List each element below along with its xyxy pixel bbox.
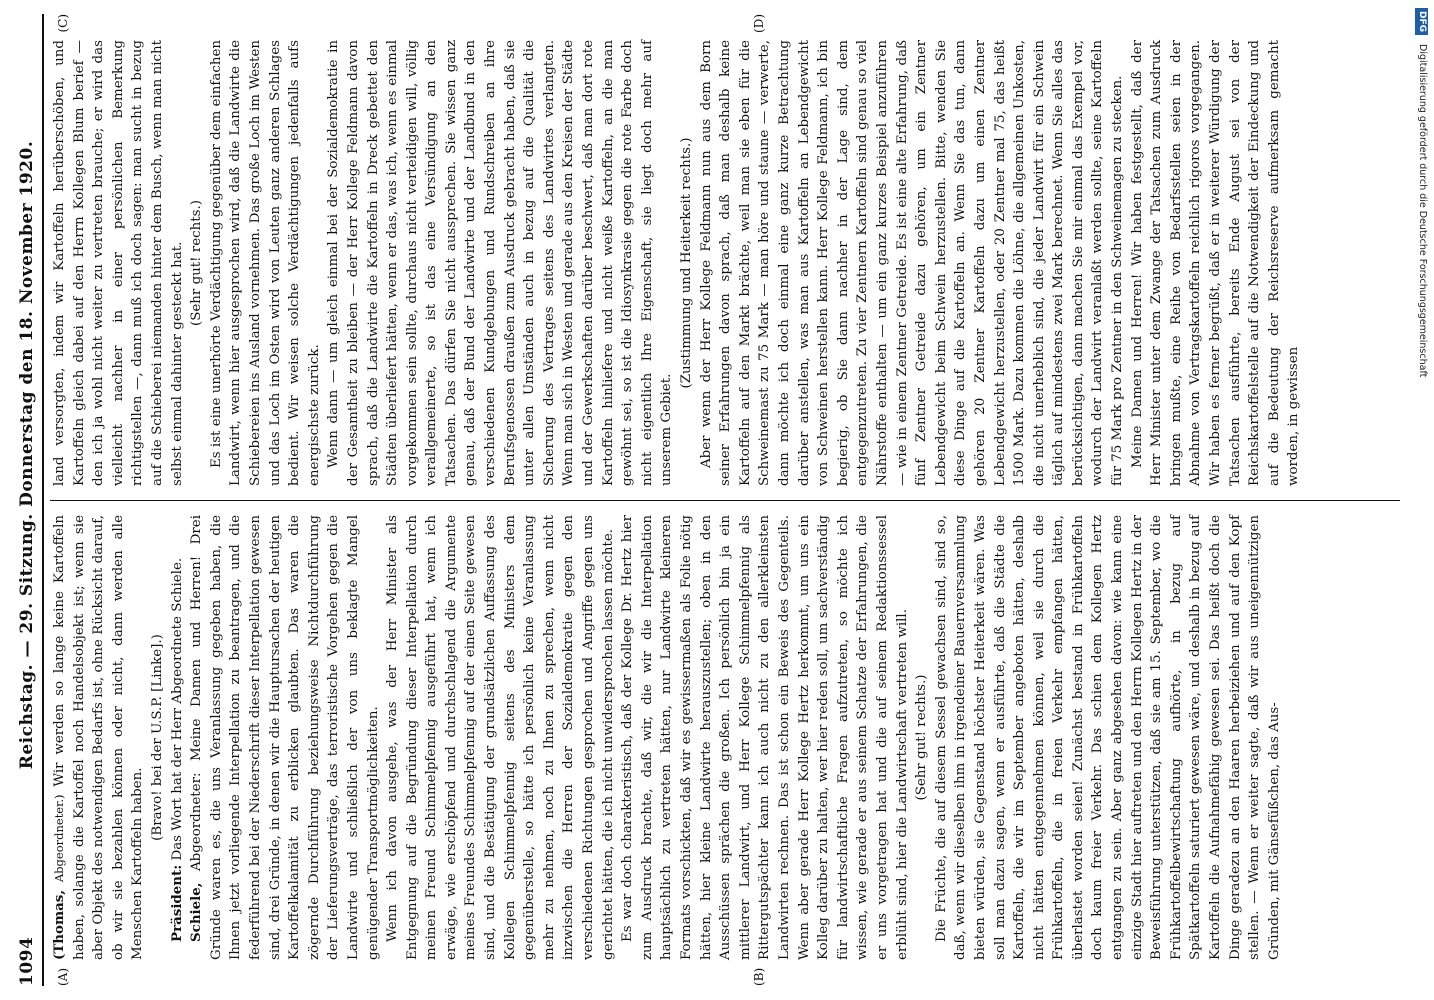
interjection: (Zustimmung und Heiterkeit rechts.) bbox=[679, 137, 694, 389]
paragraph-text: Meine Damen und Herren! Drei Gründe waren es, die uns Veranlassung gegeben haben, die Ihnen jetzt vorliegende Interpellation zu beantragen, und die federführend bei der Niederschrift dieser Interpellation gewesen sind, drei Gründe, in denen wir die Hauptursachen der heutigen Kartoffelkalamität zu erblicken glaubten. Das waren die zögernde Durchführung beziehungsweise Nichtdurchführung der Lieferungsverträge, das terroristische Vorgehen gegen die Landwirte und schließlich der von uns beklagte Mangel genügender Transportmöglichkeiten. bbox=[189, 515, 381, 960]
margin-marker-d: (D) bbox=[752, 14, 766, 33]
paragraph bbox=[187, 515, 383, 960]
paragraph-text: Das Wort hat der Herr Abgeordnete Schiele. bbox=[169, 557, 185, 861]
page-header bbox=[12, 14, 44, 986]
paragraph: Aber wenn der Herr Kollege Feldmann nun aus dem Born seiner Erfahrungen davon sprach, daß man deshalb keine Kartoffeln auf den Markt brächte, weil man sie eben für die Schweinemast zu 75 Mark — man höre und staune — verwerte, dann möchte ich doch einmal eine ganz kurze Betrachtung darüber anstellen, was man aus Kartoffeln an Lebendgewicht von Schweinen herstellen kann. Herr Kollege Feldmann, ich bin begierig, ob Sie dann nachher in der Lage sind, dem entgegenzutreten. Zu vier Zentnern Kartoffeln sind genau so viel Nährstoffe enthalten — um ein ganz kurzes Beispiel anzuführen — wie in einem Zentner Getreide. Es ist eine alte Erfahrung, daß fünf Zentner Getreide dazu gehören, um ein Zentner Lebendgewicht beim Schwein herzustellen. Bitte, wenden Sie diese Dinge auf die Kartoffeln an. Wenn Sie das tun, dann gehören 20 Zentner Kartoffeln dazu um einen Zentner Lebendgewicht herzustellen, oder 20 Zentner mal 75, das heißt 1500 Mark. Dazu kommen die Löhne, die allgemeinen Unkosten, die nicht unerheblich sind, die jeder Landwirt für ein Schwein täglich auf mindestens zwei Mark berechnet. Wenn Sie alles das berücksichtigen, dann machen Sie mir einmal das Exempel vor, wodurch der Landwirt veranlaßt werden sollte, seine Kartoffeln für 75 Mark pro Zentner in den Schweinemagen zu stecken. bbox=[698, 40, 1126, 486]
paragraph: Wenn dann — um gleich einmal bei der Sozialdemokratie in der Gesamtheit zu bleiben — der Herr Kollege Feldmann davon sprach, daß die Landwirte die Kartoffeln in Dreck gebettet den Städten überliefert hätten, wenn er das, was ich, wenn es einmal vorgekommen sein sollte, durchaus nicht verteidigen will, völlig verallgemeinerte, so ist das eine Versündigung an den Tatsachen. Das dürfen Sie nicht aussprechen. Sie wissen ganz genau, daß der Bund der Landwirte und der Landbund in den verschiedenen Kundgebungen und Rundschreiben an ihre Berufsgenossen draußen zum Ausdruck gebracht haben, daß sie unter allen Umständen auch in bezug auf die Qualität die Sicherung des Vertrages seitens des Landwirtes verlangten. Wenn man sich in Westen und gerade aus den Kreisen der Städte und der Gewerkschaften darüber beschwert, daß man dort rote Kartoffeln hinliefere und nicht weiße Kartoffeln, an die man gewöhnt sei, so ist die Idiosynkrasie gegen die rote Farbe doch nicht eigentlich Ihre Eigenschaft, sie liegt doch mehr auf unserem Gebiet. bbox=[326, 40, 675, 486]
page-number: 1094 bbox=[17, 936, 37, 986]
speaker-name: Schiele, bbox=[188, 882, 205, 942]
interjection: (Sehr gut! rechts.) bbox=[189, 200, 205, 327]
speaker-name: Präsident: bbox=[168, 864, 185, 942]
text-columns bbox=[50, 14, 1400, 986]
paragraph-text: Wir werden so lange keine Kartoffeln haben, solange die Kartoffel noch Handelsobjekt ist; wenn sie aber Objekt des notwendigen Bedarfs ist, ohne Rücksicht darauf, ob wir sie bezahlen können oder nicht, dann werden alle Menschen Kartoffeln haben. bbox=[52, 515, 146, 960]
speaker-name: (Thomas, bbox=[51, 889, 67, 960]
paragraph: Meine Damen und Herren! Wir haben festgestellt, daß der Herr Minister unter dem Zwange der Tatsachen zum Ausdruck bringen mußte, eine Reihe von Bedarfsstellen seien in der Abnahme von Vertragskartoffeln reichlich rigoros vorgegangen. Wir haben es ferner begrüßt, daß er in weiterer Würdigung der Tatsachen ausführte, bereits Ende August sei von der Reichskartoffelstelle auf die Notwendigkeit der Eindeckung und auf die Bedeutung der Reichsreserve aufmerksam gemacht worden, in gewissen bbox=[1129, 40, 1302, 486]
speaker-note: Abgeordneter: bbox=[189, 772, 205, 872]
margin-marker-a: (A) bbox=[56, 967, 70, 986]
margin-marker-b: (B) bbox=[752, 967, 766, 986]
dfg-logo: DFG bbox=[1415, 8, 1428, 35]
paragraph bbox=[50, 515, 148, 960]
speaker-note: Abgeordneter.) bbox=[52, 794, 66, 883]
paragraph: land versorgten, indem wir Kartoffeln herüberschöben, und Kartoffeln gleich dabei auf den Herrn Kollegen Blum berief — den ich ja wohl nicht weiter zu vertreten brauche; er wird das vielleicht nachher in einer persönlichen Bemerkung richtigstellen —, dann muß ich doch sagen: man sucht in bezug auf die Schieberei niemanden hinter dem Busch, wenn man nicht selbst einmal dahinter gesteckt hat. bbox=[52, 40, 185, 486]
left-column bbox=[50, 500, 1400, 986]
paragraph: Die Früchte, die auf diesem Sessel gewachsen sind, sind so, daß, wenn wir dieselben ihm in irgendeiner Bauernversammlung bieten würden, sie Gegenstand höchster Heiterkeit wären. Was soll man dazu sagen, wenn er ausführte, daß die Städte die Kartoffeln, die wir im September angeboten hätten, deshalb nicht hätten entgegennehmen können, weil sie durch die Frühkartoffeln, die in freien Verkehr empfangen hätten, überlastet worden seien! Zunächst bestand in Frühkartoffeln doch kaum freier Verkehr. Das schien dem Kollegen Hertz entgangen zu sein. Aber ganz abgesehen davon: wie kann eine einzige Stadt hier auftreten und den Herrn Kollegen Hertz in der Beweisführung unterstützen, daß sie am 15. September, wo die Frühkartoffelbewirtschaftung aufhörte, in bezug auf Spätkartoffeln saturiert gewesen wäre, und deshalb in bezug auf Kartoffeln die Aufnahmefähig gewesen sei. Das heißt doch die Dinge geradezu an den Haaren herbeiziehen und auf den Kopf stellen. — Wenn er weiter sagte, daß wir aus uneigennützigen Gründen, mit Gänsefüßchen, das Aus- bbox=[933, 515, 1282, 960]
interjection: (Bravo! bei der U.S.P. [Linke].) bbox=[149, 634, 165, 841]
interjection: (Sehr gut! rechts.) bbox=[914, 674, 930, 801]
paragraph bbox=[168, 515, 188, 960]
paragraph: Es war doch charakteristisch, daß der Kollege Dr. Hertz hier zum Ausdruck brachte, daß wir, die wir die Interpellation hauptsächlich zu vertreten hätten, nur Landwirte kleineren Formats vorschickten, daß wir es gewissermaßen als Folie nötig hätten, hier kleine Landwirte herauszustellen; oben in den Ausschüssen sprächen die großen. Ich persönlich bin ja ein mittlerer Landwirt, und Herr Kollege Schimmelpfennig als Rittergutspächter kann ich auch nicht zu den allerkleinsten Landwirten rechnen. Das ist schon ein Beweis des Gegenteils. Wenn aber gerade Herr Kollege Hertz herkommt, um uns ein Kolleg darüber zu halten, wer hier reden soll, um sachverständig für landwirtschaftliche Fragen aufzutreten, so möchte ich wissen, wie gerade er aus seinem Schatze der Erfahrungen, die er uns vorgetragen hat und die auf seinem Redaktionssessel erblüht sind, hier die Landwirtschaft vertreten will. bbox=[620, 515, 910, 960]
paragraph: Es ist eine unerhörte Verdächtigung gegenüber dem einfachen Landwirt, wenn hier ausgesprochen wird, daß die Landwirte die Schiebereien ins Ausland vornehmen. Das große Loch im Westen und das Loch im Osten wird von Leuten ganz anderen Schlages bedient. Wir weisen solche Verdächtigungen jedenfalls aufs energischste zurück. bbox=[208, 40, 322, 486]
page-title: Reichstag. — 29. Sitzung. Donnerstag den 18. November 1920. bbox=[17, 140, 37, 770]
digitization-note bbox=[1416, 8, 1432, 992]
paragraph: Wenn ich davon ausgehe, was der Herr Minister als Entgegnung auf die Begründung dieser Interpellation durch meinen Freund Schimmelpfennig ausgeführt hat, wenn ich erwäge, wie erschöpfend und durchschlagend die Argumente meines Freundes Schimmelpfennig auf der einen Seite gewesen sind, und die Bestätigung der grundsätzlichen Auffassung des Kollegen Schimmelpfennig seitens des Ministers dem gegenüberstelle, so hätte ich persönlich keine Veranlassung mehr zu nehmen, noch zu Ihnen zu sprechen, wenn nicht inzwischen die Herren der Sozialdemokratie gegen den verschiedenen Richtungen gesprochen und Angriffe gegen uns gerichtet hätten, die ich nicht unwidersprochen lassen möchte. bbox=[385, 515, 616, 960]
digitization-text: Digitalisierung gefördert durch die Deutsche Forschungsgemeinschaft bbox=[1417, 44, 1428, 378]
right-column bbox=[50, 14, 1400, 500]
margin-marker-c: (C) bbox=[56, 14, 70, 33]
